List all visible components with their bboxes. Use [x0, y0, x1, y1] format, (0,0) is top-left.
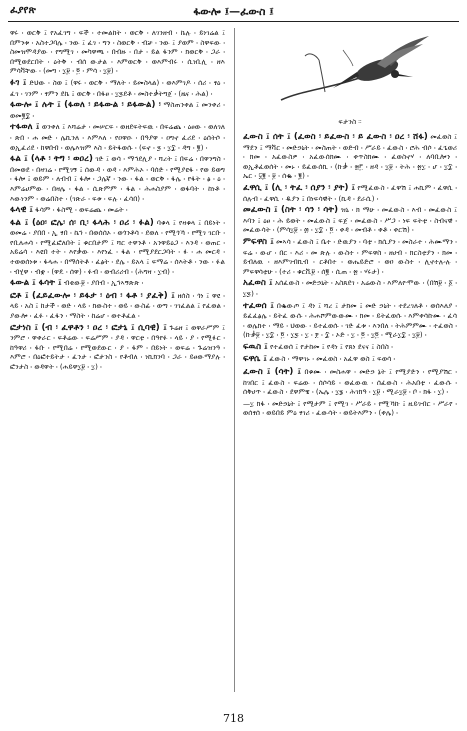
entry-headword: ፋል ፤ (ዕዐ፡ ፎሌ፡ ሰ፡ ቢ፡ ፋላሕ ፡ ዐሪ ፡ ፉል) — [10, 217, 154, 228]
left-column — [10, 28, 225, 692]
figure — [243, 28, 457, 128]
dictionary-entry — [10, 100, 225, 120]
entry-definition: ፈውስ ፡ ማዋገኑ ፡ መፈወስ ፡ አፈዋ ወስ ፤ ፍወሳ ፡ — [269, 354, 396, 364]
entry-headword: ፉገ ፤ — [10, 77, 27, 88]
entry-headword: ፈውስ ፤ (ሳት) ፤ — [243, 367, 301, 378]
dictionary-entry — [243, 237, 457, 276]
dictionary-entry — [243, 354, 457, 365]
page-header — [10, 4, 457, 22]
dictionary-entry — [10, 78, 225, 98]
header-title: ፋውሎ ፤—ፈውስ ፤ — [193, 5, 274, 18]
dictionary-entry — [10, 278, 225, 289]
entry-headword: ፋላዊ ፤ — [10, 205, 33, 216]
entry-definition: —፲ ክፋ ፡ መድኃኒት ፤ የሚታም ፤ የሚገ ፡ ሥራይ ፡ የሚኻኩ ፤ ዚይገብር ፡ ሥራየ ፡ ወሰፃሰ ፡ ወይበይ ምዕ ፃገሪ ፡ ፈውሳት ፡ ወይትእምን ፡ (ቀሌ) ፡ — [243, 398, 457, 418]
dictionary-entry — [10, 291, 225, 321]
entry-definition: የሚፈውስ ፡ ፈዋሽ ፤ ሐኪም ፡ ፈዋሲ ፡ ሰሉብ ፡ ፈዋሲ ፡ ዱያን ፤ በነፍሳዊት ፡ (ኪዳ ፡ ደራሲ) ፡ — [243, 182, 457, 203]
dictionary-entry — [243, 183, 457, 203]
dictionary-entry — [10, 154, 225, 203]
entry-headword: ፎቶ ፤ (ፈይፈውሎ ፡ ይፋታ ፡ ዕብ ፡ ፋቶ ፡ ያፈቅ) ፤ — [10, 290, 175, 301]
entry-headword: ፍዋሴ ፤ — [243, 354, 267, 365]
entry-definition: ዝኒ ፡ ክ ማሁ ፡ መፈውስ ፡ እብ ፡ መፈውስ ፤ እባን ፤ ዕፀ ፡ ሕ ይወት ፡ መፈውስ ፤ ፍጀ ፡ መፈውስ ፡ ሥጋ ፡ ነፍ ፍትቲ ፡ ስብናዊ ፡ መፈውሳት ፡ (ምሳ፲፱ ፡ ፴ ፡ ፲፰ ፡ ፬ ፡ ቀዳ ፡ መብቶ ፡ ቀቶ ፡ ቀርሽ) ፡ — [243, 205, 457, 235]
entry-definition: ፋሳም ፡ ፋስሚ ፡ ወፍሬጨ ፡ መሬት ፡ — [35, 205, 128, 215]
entry-definition: አሰፈውስ ፡ መድኃኒት ፡ አስጸደገ ፡ አሬውስ ፡ እምለዮሞው ፡ (በሽ፱ ፡ ፩ ፡ ፲፯) ፡ — [243, 278, 457, 298]
entry-headword: ተፋወለ ፤ — [10, 122, 40, 133]
entry-definition: በቈውጦ ፤ ዳነ ፤ ሻረ ፤ ታክመ ፤ መድ ኃኒት ፡ ተደረገለቶ ፡ ወሰእለያ ፡ ይፈፈፅሌ ፡ ይትፈ ውሱ ፡ ሕሐሾምውውሙ ፡ ክመ ፡ ይትፈወሱ ፡ እምቀሳኩሙ ፡ ፈሳ ፡ ወሌክተ ፡ ማይ ፡ ህወው ፡ ይተፈወሱ ፡ ገድ ፈቱ ፡ እንበለ ፡ ትሕምምሙ ፡ ተፈወስ ፡ (ኩቃ፱ ፡ ፲፰ ፡ ፬ ፡ ፲፯ ፡ ፲ ፡ ፻ ፡ ፰ ፡ ኦድ ፡ ፲ ፡ ፬ ፡ ፲፬ ፡ ሚራ፲፰ ፡ ፲፱) ፡ — [243, 300, 457, 340]
entry-definition: ገድ ፤ ወሳ ፡ ማኅደሊያ ፡ ሻረት ፤ በፍሬ ፡ በዋንግስ ፡ በመወደ ፡ በዛገሬ ፡ የሚገኝ ፤ ሰውዳ ፡ ወዳ ፡ እምሕኦ ፡ ባሰድ ፡ የሚያዩፋ ፡ የወ ይወግ ፡ ፋሎ ፤ ወይም ፡ ለብብ ፤ ፋሎ ፡ ጋሌኛ ፡ ንው ፡ ፋል ፡ ወርቅ ፡ ፋሌ ፡ የፋት ፡ ፅ ፡ ዕ ፡ እምሬሀምው ፡ በዛሌ ፡ ፋል ፡ ሲጽምም ፡ ፋል ፡ ሕሐስያም ፡ ወፋባት ፡ ከነቶ ፡ እውነንም ፡ ወሬበስተ ፡ (ገጽራ ፡ ፍቱ ፡ ፍሉ ፡ ፈሳበ) ፡ — [10, 154, 225, 203]
dictionary-entry — [10, 218, 225, 277]
entry-headword: መፈውስ ፤ (ስት ፡ ሳን ፡ ሳት) — [243, 205, 339, 216]
dictionary-entry — [243, 301, 457, 340]
entry-definition: ወንቀለ ፤ እሻሬታ ፡ መሠርፍ ፡ ወዘደፍትፍዉ ፡ በፍሬጨ ፡ ዕፀው ፡ ወለገለ ፡ ጽበ ፡ ሐ መድ ፡ ሌኪንለ ፡ እምእለ ፡ የዐዋዑ ፡ በዓያዋ ፡ ዐግኖ ፈሪደ ፡ ዕሰትሶ ፡ ወኢፈሪደ ፡ ከዋበብ ፡ ወሌእዝም እስ ፡ ይትፋወሱ ፡ (ፍኖ ፡ ፯ ፡ ፲፰ ፡ ዳግ ፡ ፪) ፡ — [10, 122, 225, 152]
running-head: ፈያየጽ — [10, 5, 36, 16]
header-rule — [8, 21, 459, 22]
dictionary-entry — [10, 205, 225, 216]
entry-definition: ድህው ፡ ስወ ፤ (ዋሩ ፡ ወርቅ ፡ ማለት ፡ ይመስላል) ፡ ወእምገዶ ፡ ሰሪ ፡ ፃዕ ፡ ፈገ ፡ ገንም ፡ ፃምን ደኬ ፤ ወርቅ ፡ በፋፀ ፡ ፲፯ደቶ ፡ መስተቃትግጀ ፡ (ዜና ፡ ሕል) ፡ — [10, 77, 225, 98]
entry-headword: ፋውሎ ፤ ሉት ፤ (ፋወለ ፡ ይፋውል ፡ ይፋውል) ፡ — [10, 100, 161, 111]
dictionary-entry — [243, 132, 457, 181]
entry-headword: ፋውል ፤ ፋሳት ፤ — [10, 278, 62, 289]
entry-definition: ባቁላ ፤ የዛቁላ ፤ በይነት ፡ ወመሬ ፡ ያበበ ፡ ኢ ፃበ ፡ ኬኅ ፡ በወሰሰኦ ፡ ወጎንቶሳ ፡ ደወለ ፡ የሚጎኻ ፡ የሚገ ገርቡ ፡ የቢለሐሳ ፡ የሚፈፎለበት ፤ ቁርበታም ፤ ሻር ተዋንቶ ፡ አንዋይዕጋ ፡ እንዳ ፡ ወጠር ፡ አይሬሳ ፡ እዩበ ተት ፡ እየቃው ፡ እየነፈ ፡ ፋል ፡ የሚያደርጋባት ፡ ፉ ፡ ሐ መርዳ ፡ ተወወሰነቱ ፡ ፋላሐ ፡ በማሰትቶ ፡ ፈፅት ፡ ደሌ ፡ ይአላ ፤ ፍማሬ ፡ ሰእትቶ ፡ ንው ፡ ፉል ፡ ብሂዋ ፡ ብቋ ፡ (ዋዴ ፡ ሰዋ) ፡ ፉብ ፡ ወብሪሪብ ፡ (ሕግዛ ፡ ፲ብ) ፡ — [10, 217, 225, 276]
entry-definition: ዘሰስ ፡ ጎነ ፤ ዋዩ ፡ ላይ ፡ አስ ፤ ከታች ፡ ወድ ፡ ላይ ፡ ክውስተ ፡ ወይ ፡ ውስፊ ፡ ወጣ ፡ ገገፈልል ፤ የፈወል ፡ ያውሎ ፡ ፈፉ ፡ ፈፋን ፡ ማስት ፡ ከሬሆ ፡ ወተቶፈል ፡ — [10, 290, 225, 321]
dictionary-entry — [243, 205, 457, 235]
entry-definition: መፈወስ ፤ ማደን ፤ ማቫር ፡ መድኃኒት ፡ መስጠት ፡ ወድብ ፡ ሥራይ ፡ ፈውስ ፡ ሮሕ ብሶ ፡ ፈጌወሪ ፡ ክመ ፡ አፈውስዎ ፡ አፈውሰክሙ ፡ ቀጥስክሙ ፡ ፈወስኖሃ ፡ ለባቢሎን ፡ ወኢቶፈወሰት ፡ መኑ ፡ ይፈውሰኪ ፡ (ኩቃ ፡ ፳፫ ፡ ዘዳ ፡ ፲፱ ፡ ትሕ ፡ ፳፲ ፡ ሆ ፡ ፲፰ ፡ ኤር ፡ ፶፪ ፡ ፱ ፡ ሰቈ ፡ ፪) ፡ — [243, 132, 457, 181]
dictionary-entry — [243, 367, 457, 397]
entry-definition: ዋሩ ፡ ወርቅ ፤ የአፈገግ ፡ ፍች ፡ ተመልከት ፡ ወርቅ ፡ ለገንዘብ ፡ ኬሉ ፡ ይነገሬል ፤ በምንቱ ፡ አስተጋባሌ ፡ ንው ፤ ፈገ ፡ ግን ፡ ስወርቅ ፡ ብቻ ፡ ንው ፤ ያወም ፡ ስዋፍው ፡ ስመዝሞዳያው ፡ የግሚገ ፡ መካዋጫ ፡ በብዙ ፡ በታ ፡ ይል ፋንም ፡ ክወርቅ ፡ ጋራ ፡ በሚወደርበት ፡ ዕትቅ ፡ ብሰ ውታል ፡ እምወርቅ ፡ ወእምብሩ ፡ ሲነቢሊ ፡ ዘእ ምሳቫቸው ፡ (መግ ፡ ፲፱ ፡ ፬ ፡ ምሳ ፡ ፲፱) ፡ — [10, 28, 225, 76]
column-divider — [234, 28, 235, 692]
entry-definition: ብቂው፱ ፡ ያበብ ፡ ኢኅኣኝጽጽ ፡ — [63, 278, 144, 288]
bird-illustration — [273, 30, 433, 114]
dictionary-entry — [10, 28, 225, 76]
entry-definition: ማስጠንቀል ፤ መንቀሪ ፡ ወመ፪፰ ፡ — [10, 100, 225, 120]
entry-headword: ፍዉስ ፤ — [243, 341, 268, 352]
dictionary-entry — [243, 278, 457, 298]
entry-definition: በቁሙ ፡ መስሐዋ ፡ መድኃ ኔት ፤ የሚያድን ፡ የሚያሽር ፡ ከገበር ፤ ፈውስ ፡ ፍሬው ፡ ሰሶሳይ ፡ ወፈውዉ ፡ ሰፈውስ ፡ ሕአበቲ ፡ ፈውሱ ፡ ሰቅሀጥ ፡ ፈውስ ፡ ደዋምዌ ፡ (ኤሌ ፡ ፲፮ ፡ ሕገክዓ ፡ ፲፱ ፡ ሚራ፲፱ ፡ ቦ ፡ ክፋ ፡ ፲) ፡ — [243, 367, 457, 397]
entry-definition: ጉሬዘ ፤ ወዋራሥም ፤ ንምሮ ፡ ዋቀራር ፡ ፍቶሬው ፡ ፍሬሥም ፡ ያዳ ፡ ዋርቲ ፡ በዓየፉ ፡ ላይ ፡ ያ ፡ የሚፉር ፡ ከዓዋሪ ፡ ፋቡ ፡ የሚበሬ ፡ የሚወደውር ፡ ያ ፡ ፋም ፡ በይነት ፡ ወፍሬ ፡ ጉሬዝንዓ ፡ እምሮ ፡ በዕፎተይትታ ፡ ፈንታ ፡ ፎታንስ ፡ የቶብለ ፡ ነኪክንባ ፡ ጋራ ፡ ይፀውማያሉ ፡ ፎንታስ ፡ ወዳዋት ፡ (ሐይዋ፲፱ ፡ ፲) ፡ — [10, 322, 225, 371]
entry-headword: ፋል ፤ (ላቶ ፡ ትግ ፡ ወዐረ) — [10, 154, 93, 165]
entry-headword: ፎታነስ ፤ (ብ ፡ ፈዋቶን ፡ ዐረ ፡ ፎታኒ ፤ ሲባዊ) ፤ — [10, 322, 167, 333]
entry-headword: ፈውስ ፤ ሰት ፤ (ፈወስ ፡ ይፈውስ ፡ ይ ፈውስ ፡ ዐረ ፡ ሸፋ) — [243, 132, 428, 142]
entry-headword: ምፍዋስ ፤ — [243, 236, 274, 247]
figure-caption: ፍታንስ ። — [338, 118, 362, 127]
entry-headword: ፈዋሲ ፤ (ሊ ፡ ትፈ ፡ ሰያን ፡ ያት) ፤ — [243, 182, 355, 193]
entry-headword: አፈወስ ፤ — [243, 278, 273, 289]
dictionary-entry — [243, 342, 457, 353]
dictionary-entry — [243, 399, 457, 418]
right-column — [243, 28, 457, 692]
dictionary-entry — [10, 323, 225, 372]
entry-definition: የተፈወሰ ፤ የታከመ ፤ የዳነ ፤ የጸነ ደናና ፤ ስበስ ፡ — [269, 341, 393, 351]
page-number: 718 — [223, 712, 244, 725]
entry-headword: ተፈወሰ ፤ — [243, 300, 274, 311]
dictionary-entry — [10, 122, 225, 152]
entry-definition: መኣሳ ፡ ፈውስ ፤ ቤተ ፡ ድዉያን ፡ ባቲ ፡ ክሲያን ፡ መስራተ ፡ ሕሙማን ፡ ፍሬ ፡ ውሆ ፡ በር ፡ እሪ ፡ መ ጽሉ ፡ ውስተ ፡ ምፍዋስ ፡ ዘሀብ ፡ ክርስቲያን ፡ ክመ ፡ ይብለዉ ፡ ዘእምገብኪብ ፡ ርቶበተ ፡ ወሔይድሮ ፡ ወዐ ውስተ ፡ ሊኖተሉ፡ሉ ፡ ምፍዋሳቲሁ ፡ (ተሪ ፡ ቁርቪ፱ ፡ ሰ፪ ፡ ሲጠ ፡ ፳ ፡ ሃሩታ) ፡ — [243, 236, 457, 276]
